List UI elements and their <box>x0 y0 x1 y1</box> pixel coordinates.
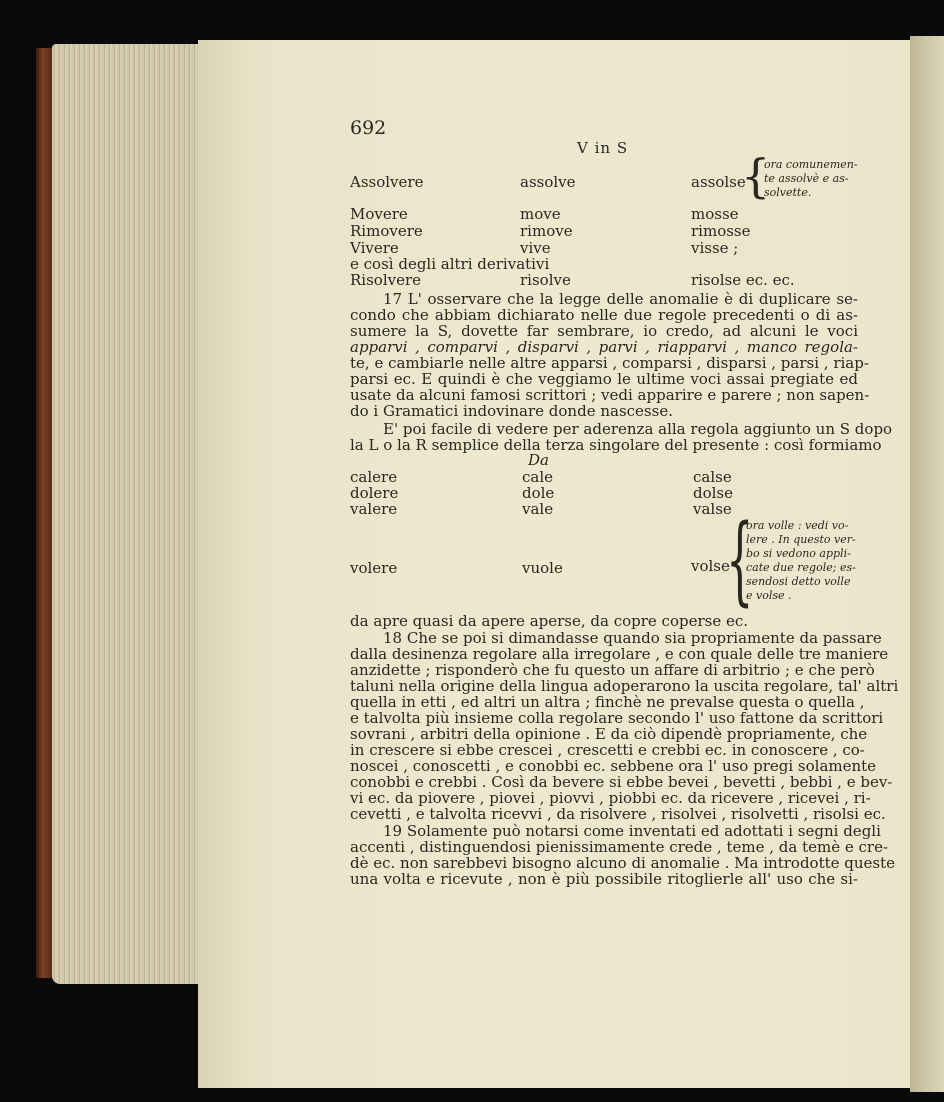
table-cell: volere <box>350 559 398 577</box>
text-line: e talvolta più insieme colla regolare secondo l' uso fattone da scrittori <box>350 709 884 727</box>
margin-note: sendosi detto volle <box>746 575 851 588</box>
margin-note: solvette. <box>764 186 812 199</box>
table-footer: da apre quasi da apere aperse, da copre coperse ec. <box>350 612 749 630</box>
text-line: E' poi facile di vedere per aderenza alla regola aggiunto un S dopo <box>383 420 893 438</box>
table-cell: assolve <box>520 173 576 191</box>
table-cell: valse <box>693 500 732 518</box>
table-cell: rimosse <box>691 222 751 240</box>
table-cell: vuole <box>522 559 563 577</box>
table-cell: calse <box>693 468 732 486</box>
table-cell: dole <box>522 484 555 502</box>
text-line: anzidette ; risponderò che fu questo un affare di arbitrio ; e che però <box>350 661 875 679</box>
table-cell: dolse <box>693 484 734 502</box>
text-line: 18 Che se poi si dimandasse quando sia propriamente da passare <box>383 629 882 647</box>
margin-note: te assolvè e as- <box>764 172 849 185</box>
text-line: noscei , conoscetti , e conobbi ec. sebbene ora l' uso pregi solamente <box>350 757 877 775</box>
text-line: dè ec. non sarebbevi bisogno alcuno di anomalie . Ma introdotte queste <box>350 854 896 872</box>
margin-note: lere . In questo ver- <box>746 533 856 546</box>
table-cell: Movere <box>350 205 408 223</box>
text-line: sumere la S, dovette far sembrare, io credo, ad alcuni le voci <box>350 322 858 340</box>
table-cell: cale <box>522 468 554 486</box>
text-line: accenti , distinguendosi pienissimamente crede , teme , da temè e cre- <box>350 838 889 856</box>
text-line: do i Gramatici indovinare donde nascesse. <box>350 402 673 420</box>
brace-glyph: { <box>726 504 754 616</box>
table-cell: Vivere <box>350 239 399 257</box>
table-caption: e così degli altri derivativi <box>350 255 550 273</box>
text-line: una volta e ricevute , non è più possibile ritoglierle all' uso che si- <box>350 870 858 888</box>
table-cell: rimove <box>520 222 573 240</box>
text-line: te, e cambiarle nelle altre apparsi , comparsi , disparsi , parsi , riap- <box>350 354 869 372</box>
page-number: 692 <box>350 117 387 139</box>
table-cell: mosse <box>691 205 739 223</box>
table-cell: Risolvere <box>350 271 422 289</box>
text-line: taluni nella origine della lingua adoperarono la uscita regolare, tal' altri <box>350 677 899 695</box>
text-line: vi ec. da piovere , piovei , piovvi , piobbi ec. da ricevere , ricevei , ri- <box>350 789 871 807</box>
text-line: 17 L' osservare che la legge delle anomalie è di duplicare se- <box>383 290 858 308</box>
brace-glyph: { <box>741 149 771 203</box>
margin-note: bo si vedono appli- <box>746 547 851 560</box>
page-stack-edge <box>52 44 202 984</box>
table-cell: dolere <box>350 484 399 502</box>
table-cell: vale <box>522 500 554 518</box>
margin-note: cate due regole; es- <box>746 561 856 574</box>
text-line: conobbi e crebbi . Così da bevere si ebbe bevei , bevetti , bebbi , e bev- <box>350 773 893 791</box>
text-line: quella in etti , ed altri un altra ; finchè ne prevalse questa o quella , <box>350 693 865 711</box>
table-cell: vive <box>520 239 551 257</box>
text-line: sovrani , arbitri della opinione . E da ciò dipendè propriamente, che <box>350 725 868 743</box>
table-cell: risolse ec. ec. <box>691 271 795 289</box>
table-header: Da <box>528 451 549 469</box>
text-line: parsi ec. E quindi è che veggiamo le ultime voci assai pregiate ed <box>350 370 858 388</box>
table-cell: assolse <box>691 173 746 191</box>
text-line: la L o la R semplice della terza singolare del presente : così formiamo <box>350 436 882 454</box>
table-cell: Rimovere <box>350 222 423 240</box>
text-line: usate da alcuni famosi scrittori ; vedi apparire e parere ; non sapen- <box>350 386 870 404</box>
margin-note: ora volle : vedi vo- <box>746 519 849 532</box>
facing-page-edge <box>910 36 944 1092</box>
text-line: in crescere si ebbe crescei , crescetti e crebbi ec. in conoscere , co- <box>350 741 865 759</box>
table-cell: Assolvere <box>350 173 424 191</box>
text-line: cevetti , e talvolta ricevvi , da risolvere , risolvei , risolvetti , risolsi ec. <box>350 805 886 823</box>
table-cell: calere <box>350 468 398 486</box>
text-line: apparvi , comparvi , disparvi , parvi , riapparvi , manco regola- <box>350 338 858 356</box>
margin-note: ora comunemen- <box>764 158 858 171</box>
text-line: condo che abbiam dichiarato nelle due regole precedenti o di as- <box>350 306 858 324</box>
margin-note: e volse . <box>746 589 792 602</box>
text-line: 19 Solamente può notarsi come inventati ed adottati i segni degli <box>383 822 881 840</box>
table-cell: visse ; <box>691 239 739 257</box>
table-cell: valere <box>350 500 398 518</box>
page-header: V in S <box>577 139 629 157</box>
text-line: dalla desinenza regolare alla irregolare , e con quale delle tre maniere <box>350 645 889 663</box>
table-cell: risolve <box>520 271 571 289</box>
table-cell: volse <box>691 557 730 575</box>
table-cell: move <box>520 205 561 223</box>
